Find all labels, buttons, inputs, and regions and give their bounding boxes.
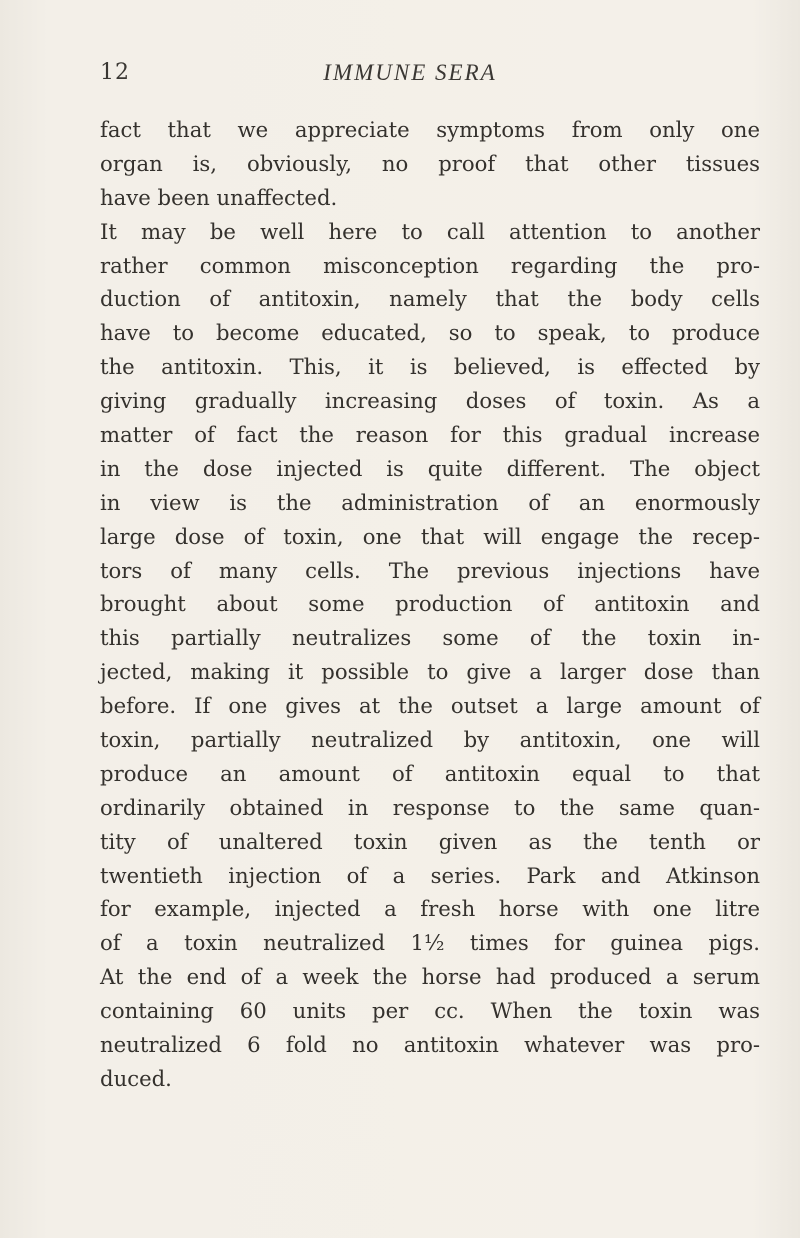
text-line: have to become educated, so to speak, to produce	[100, 320, 760, 346]
text-line: twentieth injection of a series. Park and Atkinson	[100, 862, 760, 888]
text-line: rather common misconception regarding the pro-	[100, 252, 760, 278]
text-line: At the end of a week the horse had produced a serum	[100, 964, 760, 990]
text-line: organ is, obviously, no proof that other tissues	[100, 150, 760, 176]
text-line: produce an amount of antitoxin equal to that	[100, 760, 760, 786]
body-text	[100, 113, 760, 1096]
text-line: neutralized 6 fold no antitoxin whatever was pro-	[100, 1032, 760, 1058]
text-line: for example, injected a fresh horse with one litre	[100, 896, 760, 922]
text-line: duced.	[100, 1065, 172, 1091]
text-line: duction of antitoxin, namely that the body cells	[100, 286, 760, 312]
running-head: IMMUNE SERA	[323, 60, 497, 85]
text-line: brought about some production of antitoxin and	[100, 591, 760, 617]
text-line: fact that we appreciate symptoms from only one	[100, 117, 760, 142]
text-line: It may be well here to call attention to another	[100, 218, 760, 244]
text-line: tity of unaltered toxin given as the tenth or	[100, 828, 760, 854]
text-line: giving gradually increasing doses of toxin. As a	[100, 388, 760, 414]
text-line: in view is the administration of an enormously	[100, 489, 760, 515]
text-line: of a toxin neutralized 1½ times for guinea pigs.	[100, 930, 760, 956]
text-line: this partially neutralizes some of the toxin in-	[100, 625, 760, 651]
text-line: in the dose injected is quite different. The object	[100, 455, 760, 481]
text-line: the antitoxin. This, it is believed, is effected by	[100, 354, 760, 380]
text-line: large dose of toxin, one that will engage the recep-	[100, 523, 760, 549]
text-line: ordinarily obtained in response to the same quan-	[100, 794, 760, 820]
text-line: containing 60 units per cc. When the toxin was	[100, 998, 760, 1024]
text-line: matter of fact the reason for this gradual increase	[100, 422, 760, 448]
page-number: 12	[100, 60, 130, 85]
page-header	[100, 60, 700, 96]
text-line: have been unaffected.	[100, 184, 338, 210]
text-line: toxin, partially neutralized by antitoxin, one will	[100, 727, 760, 753]
text-line: tors of many cells. The previous injections have	[100, 557, 760, 583]
text-line: jected, making it possible to give a larger dose than	[100, 659, 760, 685]
text-line: before. If one gives at the outset a large amount of	[100, 693, 760, 719]
